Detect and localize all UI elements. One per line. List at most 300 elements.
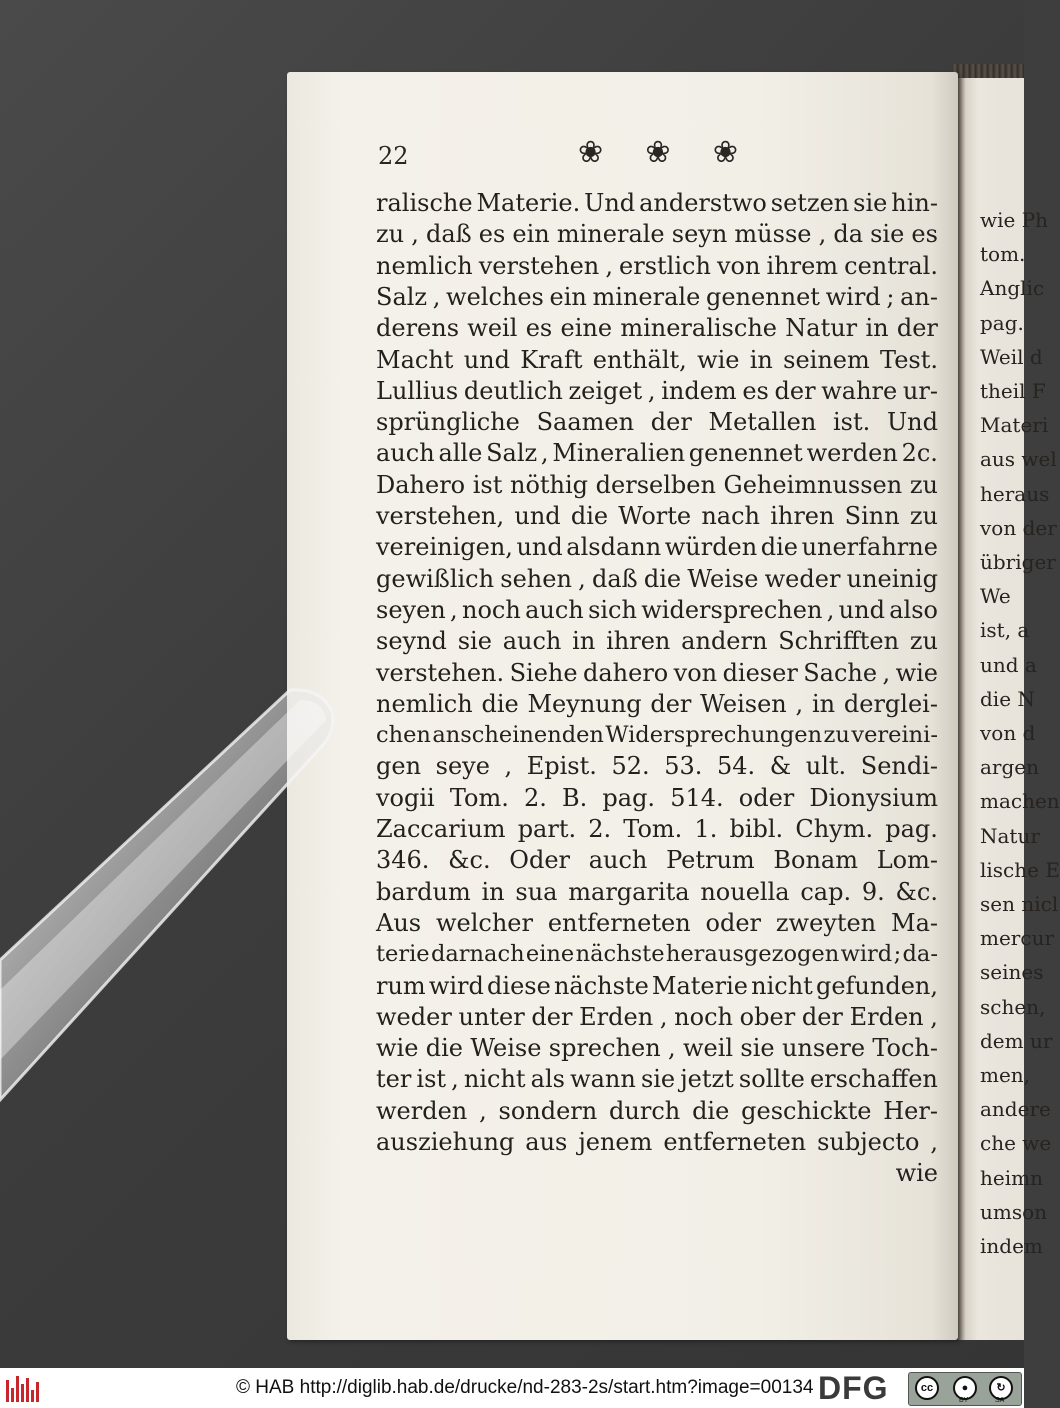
word: herausgezogen — [665, 941, 840, 968]
word: derens — [376, 314, 460, 343]
word: Tom. — [449, 783, 509, 812]
word: , — [605, 251, 613, 280]
word: , — [451, 1065, 459, 1094]
header-ornaments — [578, 135, 738, 170]
word: daß — [591, 564, 638, 593]
text-line — [376, 376, 938, 406]
word: sie — [457, 627, 492, 656]
facing-page-line: die N — [980, 686, 1035, 711]
word: in — [481, 877, 505, 906]
word: entferneten — [547, 908, 691, 937]
word: 514. — [670, 783, 724, 812]
word: anderstwo — [639, 189, 767, 217]
word: Ma- — [891, 908, 938, 937]
word: Dahero — [376, 470, 466, 499]
word: wie — [376, 1034, 419, 1063]
word: durch — [609, 1096, 681, 1125]
word: Saamen — [536, 408, 635, 437]
word: ihren — [770, 502, 835, 530]
word: , — [504, 752, 513, 781]
text-line — [376, 251, 938, 281]
word: weil — [467, 314, 518, 343]
word: seyen — [376, 595, 446, 624]
word: es — [742, 376, 769, 405]
word: 2. — [588, 815, 612, 843]
word: die — [425, 1034, 463, 1063]
word: B. — [562, 783, 588, 812]
word: die — [570, 502, 609, 530]
word: sondern — [498, 1096, 598, 1125]
word: wie — [895, 658, 938, 687]
by-label: BY — [959, 1397, 969, 1404]
facing-page-line: men, — [980, 1063, 1031, 1087]
word: Chym. — [795, 815, 874, 843]
word: Geheimnussen — [723, 470, 903, 499]
word: zweyten — [775, 908, 877, 937]
cc-license-badge[interactable] — [908, 1372, 1022, 1406]
word: Kraft — [520, 345, 583, 374]
text-line — [376, 877, 938, 907]
word: Lullius — [376, 376, 459, 405]
facing-page-line: machen — [980, 789, 1060, 814]
word: 52. — [611, 752, 650, 781]
word: chen — [376, 722, 431, 749]
word: also — [889, 595, 938, 624]
word: Sendi- — [860, 752, 938, 781]
facing-page-line: lische E — [980, 857, 1060, 882]
facing-page-line: wie Ph — [980, 208, 1049, 232]
word: zu — [909, 627, 938, 656]
word: wird — [840, 941, 893, 968]
word: deutlich — [463, 376, 563, 405]
text-line — [376, 908, 938, 938]
page-header — [378, 135, 938, 172]
word: da- — [902, 941, 938, 968]
word: vogii — [376, 783, 435, 812]
word: dahero — [582, 658, 669, 687]
word: seyn — [671, 220, 728, 249]
word: auch — [525, 595, 584, 624]
word: , — [659, 1002, 668, 1031]
word: ; — [886, 282, 895, 311]
word: pag. — [602, 783, 656, 812]
word: werden — [806, 439, 898, 468]
word: Erden — [579, 1002, 654, 1031]
text-line — [376, 626, 938, 656]
word: nach — [701, 502, 760, 530]
word: in — [572, 627, 596, 656]
word: ausziehung — [376, 1128, 515, 1156]
word: 2c. — [901, 439, 938, 468]
word: wie — [697, 345, 740, 374]
word: oder — [705, 908, 762, 937]
facing-page-line: indem — [980, 1234, 1043, 1258]
word: welcher — [435, 908, 533, 937]
word: central. — [844, 251, 938, 280]
word: es — [911, 220, 938, 249]
facing-page-line: pag. — [980, 310, 1024, 335]
word: werden — [376, 1096, 468, 1125]
text-line — [376, 971, 938, 1001]
word: wahre — [821, 376, 898, 405]
flower-ornament-icon: ❀ — [578, 135, 604, 170]
word: Tom. — [623, 815, 683, 843]
word: jetzt — [680, 1065, 734, 1094]
copyright-link[interactable]: © HAB http://diglib.hab.de/drucke/nd-283-2s/start.htm?image=00134 — [236, 1377, 814, 1398]
word: der — [531, 1002, 573, 1031]
word: sollte — [738, 1065, 805, 1094]
facing-page-line: Weil d — [980, 344, 1043, 369]
word: nächste — [553, 971, 649, 1000]
word: eine — [525, 941, 575, 968]
text-line — [376, 814, 938, 844]
word: ur- — [902, 376, 938, 405]
facing-page-line: mercur — [980, 926, 1055, 951]
word: , — [432, 282, 441, 311]
word: rum — [376, 971, 426, 1000]
facing-page-line: che we — [980, 1131, 1052, 1156]
word: , — [411, 220, 419, 249]
page-number: 22 — [378, 142, 409, 170]
word: zu — [909, 502, 938, 530]
facing-page-line: und a — [980, 652, 1037, 677]
word: entferneten — [663, 1128, 807, 1156]
facing-page-line: heraus — [980, 481, 1050, 506]
word: derselben — [595, 470, 716, 499]
word: vereinigen, — [376, 533, 513, 562]
word: auch — [376, 439, 435, 468]
word: vereini- — [851, 722, 938, 749]
word: noch — [674, 1002, 733, 1031]
word: gewißlich — [376, 564, 495, 593]
word: nemlich — [376, 689, 473, 718]
word: daß — [425, 220, 472, 249]
word: der — [650, 408, 692, 437]
word: 2. — [523, 783, 547, 812]
text-line — [376, 219, 938, 249]
facing-page-line: heimn — [980, 1165, 1043, 1190]
cc-icon: cc — [915, 1376, 939, 1400]
word: Weisen — [700, 689, 787, 718]
text-line — [376, 470, 938, 500]
word: Her- — [883, 1096, 938, 1125]
word: auch — [588, 846, 648, 875]
text-line — [376, 564, 938, 594]
person-icon: ● — [953, 1376, 977, 1400]
facing-page-line: ist, a — [980, 618, 1030, 643]
word: darnach — [430, 941, 525, 968]
word: Meynung — [527, 689, 642, 718]
word: andern — [681, 627, 768, 656]
word: Salz — [486, 439, 538, 468]
word: gen — [376, 752, 422, 781]
facing-page-line: tom. — [980, 242, 1026, 267]
word: auch — [502, 627, 562, 656]
word: ult. — [805, 752, 847, 781]
word: verstehen — [478, 251, 600, 280]
word: 346. — [376, 846, 430, 875]
word: weil — [682, 1034, 734, 1063]
word: da — [833, 220, 863, 249]
word: Weise — [470, 1034, 542, 1063]
facing-page-line: umson — [980, 1199, 1048, 1224]
word: 1. — [694, 815, 718, 843]
word: &c. — [895, 877, 938, 906]
word: uneinig — [846, 564, 938, 593]
word: ralische — [376, 189, 473, 217]
word: ober — [739, 1002, 796, 1031]
word: Oder — [509, 846, 570, 875]
word: zu — [376, 220, 405, 249]
word: in — [749, 345, 773, 374]
text-line — [376, 407, 938, 437]
word: mineralische — [620, 314, 777, 343]
word: , — [450, 595, 458, 624]
word: Mineralien — [552, 439, 686, 468]
word: minerale — [592, 282, 701, 311]
word: ihrem — [766, 251, 839, 280]
word: Erden — [849, 1002, 924, 1031]
word: ter — [376, 1065, 412, 1094]
word: von — [716, 251, 761, 280]
word: nicht — [751, 971, 813, 1000]
word: cap. — [800, 877, 852, 906]
facing-page-line: sen nicl — [980, 892, 1059, 916]
word: als — [530, 1065, 565, 1094]
text-line — [376, 1096, 938, 1126]
word: die — [481, 689, 519, 718]
word: Widersprechungen — [605, 722, 823, 749]
word: unter — [458, 1002, 525, 1031]
text-line — [376, 751, 938, 781]
word: nächste — [575, 941, 665, 968]
word: Metallen — [708, 408, 817, 437]
text-line — [376, 689, 938, 719]
facing-page-edge — [958, 78, 1060, 1340]
word: diese — [487, 971, 551, 1000]
library-logo-icon — [6, 1374, 40, 1402]
word: Zaccarium — [376, 815, 506, 843]
word: verstehen. — [376, 658, 505, 687]
word: ist — [472, 470, 503, 499]
facing-page-line: Natur — [980, 823, 1040, 848]
word: , — [818, 220, 827, 249]
word: Lom- — [876, 846, 938, 875]
dfg-logo: DFG — [818, 1370, 889, 1406]
word: Materie. — [476, 189, 581, 217]
word: margarita — [568, 877, 690, 906]
word: Petrum — [666, 846, 755, 875]
word: Und — [886, 408, 938, 437]
word: Salz — [376, 282, 428, 311]
sa-label: SA — [995, 1397, 1005, 1404]
word: es — [525, 314, 553, 343]
word: sehen — [500, 564, 572, 593]
word: setzen — [770, 189, 850, 217]
word: anscheinenden — [432, 722, 604, 749]
word: und — [463, 345, 510, 374]
word: minerale — [556, 220, 665, 249]
word: sie — [640, 1065, 676, 1094]
word: Und — [584, 189, 636, 217]
word: sprechen — [548, 1034, 661, 1063]
text-line — [376, 188, 938, 218]
facing-page-line: dem ur — [980, 1028, 1053, 1053]
word: dieser — [722, 658, 798, 687]
word: hin- — [891, 189, 938, 217]
word: & — [769, 752, 792, 781]
word: nemlich — [376, 251, 473, 280]
word: geschickte — [741, 1096, 872, 1125]
word: Bonam — [773, 846, 858, 875]
word: widersprechen — [641, 595, 823, 624]
text-line — [376, 783, 938, 813]
word: , — [647, 376, 656, 405]
word: würden — [664, 533, 758, 562]
word: noch — [461, 595, 521, 624]
word: sie — [853, 189, 888, 217]
word: seinem — [783, 345, 870, 374]
flower-ornament-icon: ❀ — [645, 135, 671, 170]
word: weder — [764, 564, 841, 593]
word: Toch- — [872, 1034, 938, 1063]
word: sua — [515, 877, 558, 906]
word: , — [882, 658, 891, 687]
facing-page-line: schen, — [980, 994, 1046, 1019]
word: ist. — [832, 408, 871, 437]
word: wann — [570, 1065, 636, 1094]
word: verstehen, — [376, 502, 505, 530]
word: zu — [909, 470, 938, 499]
word: terie — [376, 941, 430, 968]
word: der — [774, 376, 816, 405]
word: sprüngliche — [376, 408, 520, 437]
word: und — [514, 502, 561, 530]
word: von — [673, 658, 718, 687]
word: sie — [740, 1034, 775, 1063]
word: Weise — [687, 564, 759, 593]
word: die — [692, 1096, 730, 1125]
word: pag. — [885, 815, 938, 843]
word: zeiget — [568, 376, 643, 405]
word: oder — [738, 783, 795, 812]
word: Siehe — [509, 658, 578, 687]
word: erstlich — [619, 251, 711, 280]
flower-ornament-icon: ❀ — [712, 135, 738, 170]
word: , — [930, 1002, 938, 1031]
word: Sache — [803, 658, 878, 687]
text-line — [376, 1002, 938, 1032]
facing-page-line: theil F — [980, 379, 1046, 403]
word: in — [865, 314, 889, 343]
word: unsere — [781, 1034, 866, 1063]
text-line — [376, 1064, 938, 1094]
text-line — [376, 658, 938, 688]
word: , — [795, 689, 804, 718]
word: Schrifften — [778, 627, 900, 656]
word: der — [650, 689, 692, 718]
facing-page-line: argen — [980, 755, 1040, 780]
word: ; — [893, 941, 902, 968]
text-line — [376, 845, 938, 875]
facing-page-line: andere — [980, 1097, 1051, 1122]
text-line — [376, 345, 938, 375]
word: sie — [870, 220, 905, 249]
word: , — [930, 1128, 938, 1156]
word: &c. — [448, 846, 491, 875]
facing-page-line: We — [980, 584, 1011, 609]
word: jenem — [578, 1128, 653, 1156]
text-line — [376, 282, 938, 312]
word: nicht — [463, 1065, 526, 1094]
word: Worte — [618, 502, 692, 530]
text-line — [376, 1033, 938, 1063]
word: ihren — [606, 627, 671, 656]
word: 54. — [717, 752, 756, 781]
word: und — [838, 595, 885, 624]
word: , — [578, 564, 586, 593]
text-line — [376, 595, 938, 625]
word: nouella — [700, 877, 790, 906]
word: gefunden, — [815, 971, 938, 1000]
word: Epist. — [526, 752, 597, 781]
word: zu — [823, 722, 850, 749]
word: an- — [900, 282, 938, 311]
text-line — [376, 1127, 938, 1157]
word: sich — [588, 595, 637, 624]
word: müsse — [734, 220, 812, 249]
word: genennet — [688, 439, 803, 468]
word: die — [643, 564, 682, 593]
text-line — [376, 501, 938, 531]
text-line — [376, 438, 938, 468]
word: derglei- — [843, 689, 938, 718]
word: aus — [525, 1128, 568, 1156]
word: wird — [428, 971, 484, 1000]
footer-bar — [0, 1368, 1024, 1408]
word: unerfahrne — [801, 533, 938, 562]
word: der — [896, 314, 938, 343]
text-line — [376, 720, 938, 750]
word: , — [668, 1034, 676, 1063]
facing-page-line: Materi — [980, 413, 1049, 438]
word: in — [811, 689, 836, 718]
word: seye — [435, 752, 490, 781]
facing-page-line: von der — [980, 515, 1057, 540]
word: wird — [825, 282, 881, 311]
facing-page-line: seines — [980, 960, 1044, 985]
word: indem — [661, 376, 737, 405]
word: und — [516, 533, 563, 562]
word: Aus — [376, 908, 422, 937]
word: Sinn — [844, 502, 900, 530]
word: bardum — [376, 877, 471, 906]
word: genennet — [705, 282, 820, 311]
word: , — [540, 439, 549, 468]
word: nöthig — [510, 470, 589, 499]
share-alike-icon: ↻ — [989, 1376, 1013, 1400]
word: Dionysium — [809, 783, 938, 812]
word: Materie — [651, 971, 748, 1000]
word: subjecto — [817, 1128, 920, 1156]
facing-page-line: übriger — [980, 550, 1056, 574]
word: ist — [416, 1065, 447, 1094]
word: erschaffen — [809, 1065, 938, 1094]
word: eine — [560, 314, 613, 343]
word: enthält, — [592, 345, 687, 374]
word: ein — [512, 220, 550, 249]
word: ein — [549, 282, 587, 311]
